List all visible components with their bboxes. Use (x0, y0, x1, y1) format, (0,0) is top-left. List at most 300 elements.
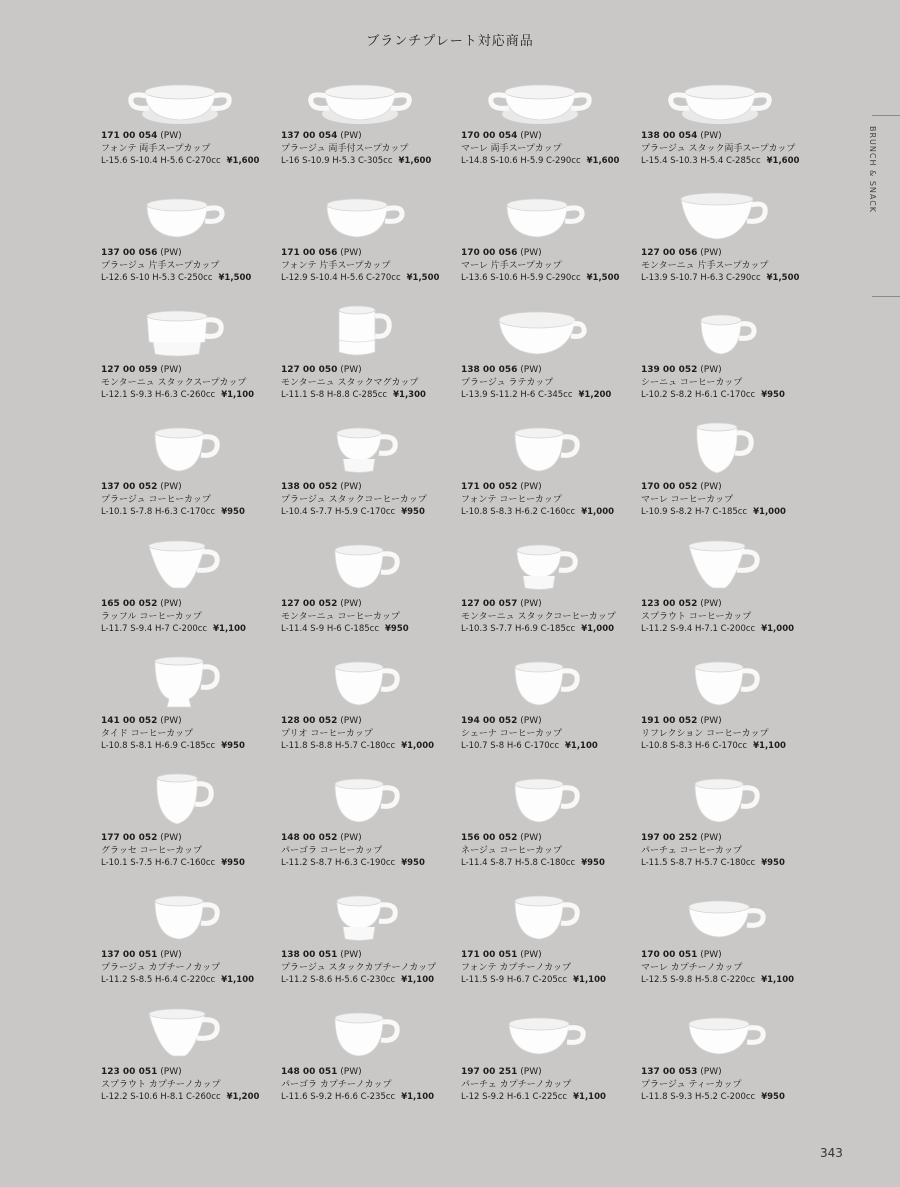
product-price: ¥1,100 (401, 975, 435, 985)
product-item (95, 64, 275, 181)
product-finish: (PW) (160, 950, 182, 960)
cup-image (125, 889, 235, 945)
product-code: 197 00 252 (641, 833, 698, 843)
product-info (461, 247, 639, 285)
product-info (281, 715, 459, 753)
product-spec-line (461, 1091, 639, 1104)
product-spec: L-10.2 S-8.2 H-6.1 C-170cc (641, 390, 756, 400)
product-code: 191 00 052 (641, 716, 698, 726)
product-code-line (641, 247, 819, 260)
product-code-line (281, 832, 459, 845)
product-info (101, 364, 279, 402)
cup-illustration (485, 421, 595, 477)
cup-image (485, 304, 595, 360)
product-finish: (PW) (700, 716, 722, 726)
product-spec-line (101, 623, 279, 636)
cup-illustration (485, 889, 595, 945)
side-divider-top (872, 115, 900, 116)
cup-image (665, 772, 775, 828)
product-name: シーニュ コーヒーカップ (641, 377, 743, 388)
cup-illustration (485, 304, 595, 360)
product-spec-line (641, 272, 819, 285)
cup-illustration (665, 421, 775, 477)
cup-image (305, 421, 415, 477)
cup-illustration (125, 421, 235, 477)
cup-illustration (485, 538, 595, 594)
product-code-line (461, 247, 639, 260)
product-code-line (641, 481, 819, 494)
product-info (281, 598, 459, 636)
product-code-line (461, 715, 639, 728)
product-name: マーレ 片手スープカップ (461, 260, 562, 271)
product-item (275, 298, 455, 415)
product-code: 138 00 052 (281, 482, 338, 492)
product-finish: (PW) (520, 1067, 542, 1077)
cup-image (665, 421, 775, 477)
product-code: 170 00 052 (641, 482, 698, 492)
product-spec: L-12.5 S-9.8 H-5.8 C-220cc (641, 975, 756, 985)
product-info (101, 949, 279, 987)
product-item (95, 1000, 275, 1117)
product-spec-line (641, 155, 819, 168)
page-title: ブランチプレート対応商品 (366, 34, 534, 49)
product-finish: (PW) (700, 131, 722, 141)
product-spec-line (461, 974, 639, 987)
product-code: 123 00 051 (101, 1067, 158, 1077)
product-item (95, 766, 275, 883)
product-spec: L-15.4 S-10.3 H-5.4 C-285cc (641, 156, 761, 166)
product-spec: L-10.4 S-7.7 H-5.9 C-170cc (281, 507, 396, 517)
product-code: 138 00 051 (281, 950, 338, 960)
product-info (281, 481, 459, 519)
product-spec-line (281, 389, 459, 402)
product-spec-line (281, 155, 459, 168)
product-finish: (PW) (340, 599, 362, 609)
product-spec: L-10.9 S-8.2 H-7 C-185cc (641, 507, 748, 517)
product-code-line (101, 598, 279, 611)
product-info (641, 832, 819, 870)
product-row (95, 1000, 815, 1117)
product-item (635, 415, 815, 532)
product-code: 170 00 056 (461, 248, 518, 258)
product-spec-line (101, 857, 279, 870)
cup-image (125, 1006, 235, 1062)
cup-illustration (305, 1006, 415, 1062)
product-spec-line (641, 1091, 819, 1104)
product-code-line (101, 715, 279, 728)
product-name: マーレ カプチーノカップ (641, 962, 743, 973)
product-price: ¥1,100 (573, 1092, 606, 1102)
product-spec: L-11.5 S-8.7 H-5.7 C-180cc (641, 858, 756, 868)
product-spec-line (461, 389, 639, 402)
cup-illustration (665, 538, 775, 594)
product-info (281, 247, 459, 285)
product-spec: L-12.2 S-10.6 H-8.1 C-260cc (101, 1092, 221, 1102)
product-price: ¥950 (761, 858, 785, 868)
product-info (101, 715, 279, 753)
product-info (101, 130, 279, 168)
cup-image (125, 304, 235, 360)
product-finish: (PW) (160, 365, 182, 375)
product-name: モンターニュ スタックマグカップ (281, 377, 419, 388)
product-item (275, 532, 455, 649)
product-info (641, 1066, 819, 1104)
product-finish: (PW) (700, 248, 722, 258)
product-info (101, 1066, 279, 1104)
cup-image (305, 889, 415, 945)
product-code: 148 00 052 (281, 833, 338, 843)
product-info (641, 130, 819, 168)
product-code: 165 00 052 (101, 599, 158, 609)
product-price: ¥1,100 (565, 741, 598, 751)
product-finish: (PW) (520, 599, 542, 609)
product-code-line (101, 481, 279, 494)
product-spec: L-10.8 S-8.3 H-6 C-170cc (641, 741, 748, 751)
product-price: ¥950 (221, 741, 245, 751)
cup-illustration (305, 655, 415, 711)
product-spec-line (281, 1091, 459, 1104)
product-spec: L-11.8 S-8.8 H-5.7 C-180cc (281, 741, 396, 751)
product-price: ¥950 (401, 507, 425, 517)
product-price: ¥1,000 (761, 624, 795, 634)
cup-image (665, 655, 775, 711)
product-finish: (PW) (520, 365, 542, 375)
product-code-line (461, 832, 639, 845)
cup-image (485, 187, 595, 243)
product-name: フォンテ カプチーノカップ (461, 962, 572, 973)
product-spec: L-13.9 S-11.2 H-6 C-345cc (461, 390, 573, 400)
cup-image (305, 538, 415, 594)
product-name: ネージュ コーヒーカップ (461, 845, 562, 856)
product-finish: (PW) (520, 833, 542, 843)
cup-image (125, 421, 235, 477)
product-price: ¥1,200 (226, 1092, 260, 1102)
product-name: プラージュ スタック両手スープカップ (641, 143, 796, 154)
product-spec-line (281, 623, 459, 636)
product-price: ¥1,500 (766, 273, 800, 283)
product-spec-line (461, 506, 639, 519)
cup-illustration (125, 70, 235, 126)
product-item (455, 1000, 635, 1117)
product-spec-line (101, 974, 279, 987)
cup-illustration (305, 889, 415, 945)
product-finish: (PW) (340, 365, 362, 375)
product-spec: L-11.8 S-9.3 H-5.2 C-200cc (641, 1092, 756, 1102)
product-info (281, 1066, 459, 1104)
product-price: ¥1,100 (761, 975, 795, 985)
cup-illustration (305, 421, 415, 477)
product-finish: (PW) (160, 716, 182, 726)
product-code: 171 00 051 (461, 950, 518, 960)
product-name: モンターニュ スタックコーヒーカップ (461, 611, 616, 622)
cup-image (665, 187, 775, 243)
product-spec-line (641, 740, 819, 753)
product-code: 141 00 052 (101, 716, 158, 726)
cup-image (305, 70, 415, 126)
cup-image (305, 655, 415, 711)
cup-illustration (125, 187, 235, 243)
product-finish: (PW) (700, 482, 722, 492)
product-info (281, 832, 459, 870)
product-price: ¥950 (401, 858, 425, 868)
product-finish: (PW) (340, 1067, 362, 1077)
product-price: ¥1,600 (398, 156, 432, 166)
product-info (461, 832, 639, 870)
product-name: フォンテ 片手スープカップ (281, 260, 391, 271)
product-spec: L-10.8 S-8.1 H-6.9 C-185cc (101, 741, 216, 751)
product-spec-line (461, 740, 639, 753)
product-code: 127 00 050 (281, 365, 338, 375)
cup-illustration (305, 772, 415, 828)
product-name: モンターニュ 片手スープカップ (641, 260, 769, 271)
product-price: ¥950 (761, 390, 785, 400)
product-price: ¥950 (581, 858, 605, 868)
product-code: 156 00 052 (461, 833, 518, 843)
product-name: プリオ コーヒーカップ (281, 728, 373, 739)
cup-image (485, 889, 595, 945)
product-spec: L-11.2 S-8.7 H-6.3 C-190cc (281, 858, 396, 868)
product-item (95, 649, 275, 766)
product-code-line (641, 364, 819, 377)
product-price: ¥1,100 (221, 975, 255, 985)
product-price: ¥1,500 (406, 273, 440, 283)
product-name: リフレクション コーヒーカップ (641, 728, 769, 739)
product-spec: L-16 S-10.9 H-5.3 C-305cc (281, 156, 393, 166)
product-item (455, 64, 635, 181)
product-code-line (281, 949, 459, 962)
product-spec-line (101, 1091, 279, 1104)
product-code: 137 00 056 (101, 248, 158, 258)
product-spec-line (461, 857, 639, 870)
cup-illustration (485, 70, 595, 126)
product-info (641, 715, 819, 753)
product-item (275, 64, 455, 181)
product-spec: L-12.1 S-9.3 H-6.3 C-260cc (101, 390, 216, 400)
product-name: スプラウト コーヒーカップ (641, 611, 752, 622)
product-spec: L-11.2 S-8.5 H-6.4 C-220cc (101, 975, 216, 985)
product-spec: L-11.4 S-9 H-6 C-185cc (281, 624, 379, 634)
product-price: ¥1,000 (581, 507, 615, 517)
product-info (461, 598, 639, 636)
product-code-line (281, 130, 459, 143)
product-name: タイド コーヒーカップ (101, 728, 194, 739)
product-info (461, 715, 639, 753)
product-finish: (PW) (340, 482, 362, 492)
product-name: プラージュ スタックカプチーノカップ (281, 962, 437, 973)
product-spec-line (101, 155, 279, 168)
product-item (275, 766, 455, 883)
product-item (635, 181, 815, 298)
product-price: ¥950 (221, 858, 245, 868)
product-price: ¥1,000 (753, 507, 786, 517)
product-finish: (PW) (700, 365, 722, 375)
product-price: ¥1,600 (766, 156, 800, 166)
product-code: 127 00 059 (101, 365, 158, 375)
cup-illustration (125, 538, 235, 594)
product-price: ¥1,000 (581, 624, 615, 634)
product-spec: L-11.2 S-9.4 H-7.1 C-200cc (641, 624, 756, 634)
product-finish: (PW) (520, 248, 542, 258)
product-code: 137 00 052 (101, 482, 158, 492)
product-price: ¥950 (221, 507, 245, 517)
product-info (281, 949, 459, 987)
cup-illustration (125, 304, 235, 360)
section-label: BRUNCH & SNACK (868, 126, 877, 214)
product-spec: L-10.3 S-7.7 H-6.9 C-185cc (461, 624, 576, 634)
product-finish: (PW) (160, 248, 182, 258)
product-info (461, 130, 639, 168)
cup-image (125, 70, 235, 126)
product-spec-line (641, 506, 819, 519)
product-spec-line (641, 623, 819, 636)
product-code-line (641, 598, 819, 611)
product-spec: L-11.2 S-8.6 H-5.6 C-230cc (281, 975, 396, 985)
product-code-line (101, 247, 279, 260)
product-price: ¥950 (385, 624, 409, 634)
product-finish: (PW) (520, 482, 542, 492)
cup-image (125, 655, 235, 711)
product-code-line (461, 598, 639, 611)
product-item (455, 766, 635, 883)
product-item (635, 532, 815, 649)
product-name: マーレ コーヒーカップ (641, 494, 734, 505)
cup-illustration (125, 655, 235, 711)
product-code: 137 00 051 (101, 950, 158, 960)
product-code: 171 00 056 (281, 248, 338, 258)
product-item (95, 532, 275, 649)
cup-image (125, 187, 235, 243)
product-name: プラージュ ラテカップ (461, 377, 554, 388)
product-info (281, 364, 459, 402)
product-price: ¥1,500 (218, 273, 252, 283)
product-spec: L-12.6 S-10 H-5.3 C-250cc (101, 273, 213, 283)
product-name: パーゴラ カプチーノカップ (281, 1079, 392, 1090)
product-finish: (PW) (340, 950, 362, 960)
cup-illustration (305, 538, 415, 594)
product-name: プラージュ ティーカップ (641, 1079, 742, 1090)
product-spec-line (281, 857, 459, 870)
product-code-line (281, 364, 459, 377)
product-code: 139 00 052 (641, 365, 698, 375)
product-code-line (101, 130, 279, 143)
cup-illustration (125, 1006, 235, 1062)
product-spec: L-10.1 S-7.5 H-6.7 C-160cc (101, 858, 216, 868)
product-price: ¥1,600 (226, 156, 260, 166)
product-spec-line (101, 740, 279, 753)
product-item (95, 415, 275, 532)
product-code: 171 00 052 (461, 482, 518, 492)
product-code: 137 00 053 (641, 1067, 698, 1077)
product-spec-line (641, 974, 819, 987)
product-info (101, 598, 279, 636)
product-price: ¥1,600 (586, 156, 620, 166)
cup-illustration (485, 772, 595, 828)
product-price: ¥1,100 (221, 390, 255, 400)
product-info (281, 130, 459, 168)
product-item (275, 883, 455, 1000)
product-spec: L-11.7 S-9.4 H-7 C-200cc (101, 624, 208, 634)
product-spec-line (281, 272, 459, 285)
product-name: シェーナ コーヒーカップ (461, 728, 563, 739)
product-spec: L-14.8 S-10.6 H-5.9 C-290cc (461, 156, 581, 166)
product-info (641, 364, 819, 402)
product-row (95, 766, 815, 883)
product-name: フォンテ コーヒーカップ (461, 494, 562, 505)
product-code: 127 00 052 (281, 599, 338, 609)
product-spec: L-12 S-9.2 H-6.1 C-225cc (461, 1092, 568, 1102)
product-code: 194 00 052 (461, 716, 518, 726)
product-item (95, 181, 275, 298)
product-item (275, 181, 455, 298)
product-finish: (PW) (160, 599, 182, 609)
product-row (95, 181, 815, 298)
product-name: パーチェ カプチーノカップ (461, 1079, 572, 1090)
product-row (95, 298, 815, 415)
cup-illustration (665, 1006, 775, 1062)
product-code-line (641, 715, 819, 728)
product-spec-line (641, 857, 819, 870)
product-item (635, 1000, 815, 1117)
product-code: 127 00 056 (641, 248, 698, 258)
cup-illustration (125, 889, 235, 945)
product-code: 138 00 056 (461, 365, 518, 375)
product-price: ¥1,200 (578, 390, 612, 400)
product-name: モンターニュ スタックスープカップ (101, 377, 247, 388)
product-finish: (PW) (340, 248, 362, 258)
product-finish: (PW) (160, 1067, 182, 1077)
cup-illustration (665, 304, 775, 360)
product-info (461, 1066, 639, 1104)
product-name: マーレ 両手スープカップ (461, 143, 562, 154)
product-name: プラージュ 片手スープカップ (101, 260, 220, 271)
product-spec: L-13.9 S-10.7 H-6.3 C-290cc (641, 273, 761, 283)
product-code-line (461, 949, 639, 962)
cup-image (665, 889, 775, 945)
product-code: 148 00 051 (281, 1067, 338, 1077)
page-number: 343 (820, 1146, 843, 1160)
cup-image (485, 772, 595, 828)
cup-image (125, 772, 235, 828)
product-spec: L-13.6 S-10.6 H-5.9 C-290cc (461, 273, 581, 283)
cup-illustration (485, 187, 595, 243)
product-grid (95, 64, 815, 1117)
product-name: パーゴラ コーヒーカップ (281, 845, 383, 856)
product-row (95, 883, 815, 1000)
product-spec: L-10.7 S-8 H-6 C-170cc (461, 741, 559, 751)
product-row (95, 532, 815, 649)
product-spec: L-11.6 S-9.2 H-6.6 C-235cc (281, 1092, 396, 1102)
cup-image (485, 421, 595, 477)
product-finish: (PW) (520, 131, 542, 141)
product-item (455, 883, 635, 1000)
product-finish: (PW) (340, 131, 362, 141)
product-name: プラージュ 両手付スープカップ (281, 143, 409, 154)
product-price: ¥1,000 (401, 741, 435, 751)
cup-image (305, 187, 415, 243)
cup-image (485, 538, 595, 594)
product-name: プラージュ カプチーノカップ (101, 962, 221, 973)
product-item (455, 532, 635, 649)
product-finish: (PW) (520, 716, 542, 726)
product-spec-line (461, 623, 639, 636)
product-code: 170 00 054 (461, 131, 518, 141)
product-item (635, 766, 815, 883)
cup-image (305, 772, 415, 828)
product-code: 170 00 051 (641, 950, 698, 960)
product-name: プラージュ コーヒーカップ (101, 494, 211, 505)
product-spec-line (101, 506, 279, 519)
product-info (461, 481, 639, 519)
